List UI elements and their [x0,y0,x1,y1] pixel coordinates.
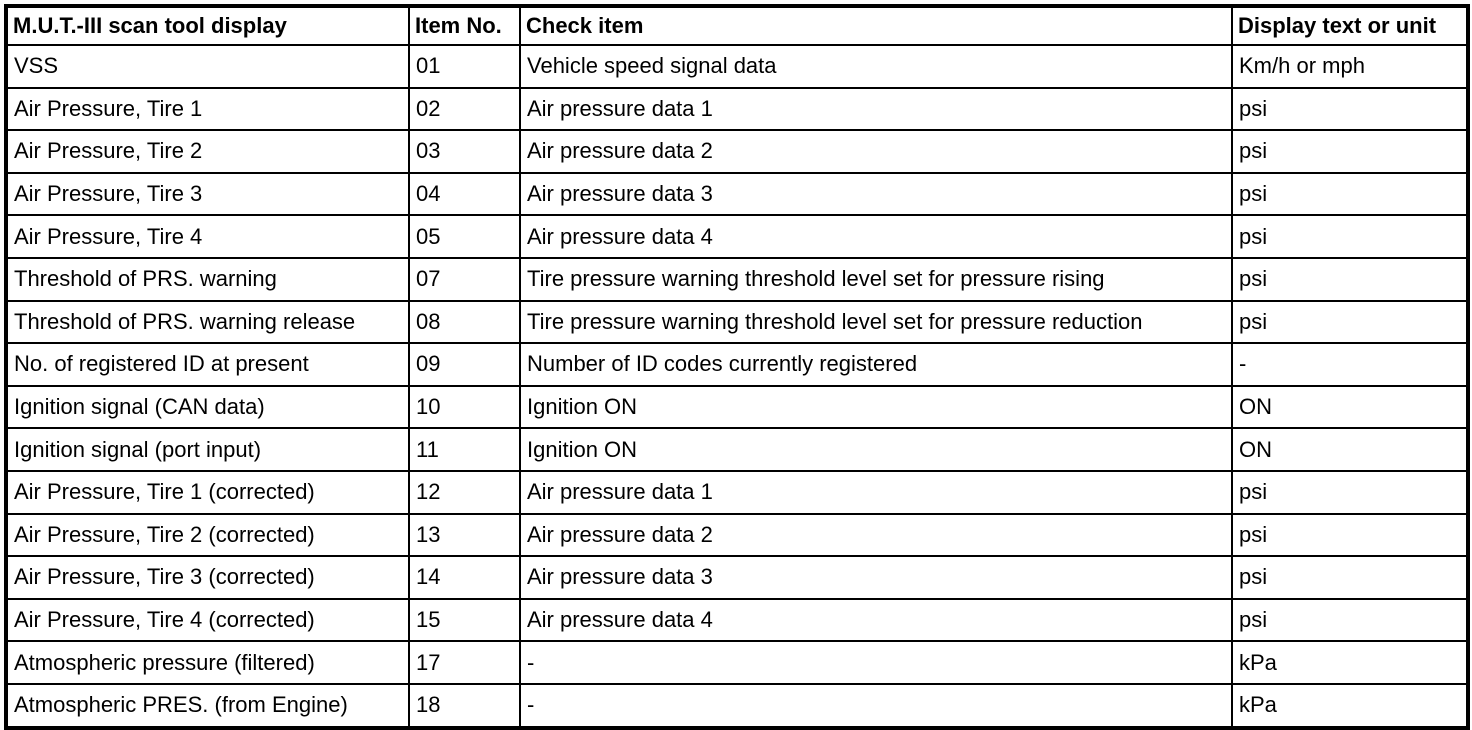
cell-scan-tool-display: VSS [6,45,409,88]
cell-check-item: Air pressure data 2 [520,130,1232,173]
table-row [6,88,1468,131]
cell-check-item: - [520,641,1232,684]
cell-check-item: Number of ID codes currently registered [520,343,1232,386]
cell-check-item: Air pressure data 1 [520,88,1232,131]
cell-check-item: Ignition ON [520,428,1232,471]
cell-scan-tool-display: Air Pressure, Tire 2 [6,130,409,173]
header-row [6,6,1468,45]
cell-scan-tool-display: Air Pressure, Tire 2 (corrected) [6,514,409,557]
table-row [6,471,1468,514]
cell-check-item: - [520,684,1232,728]
cell-scan-tool-display: Air Pressure, Tire 4 [6,215,409,258]
table-row [6,386,1468,429]
cell-display-unit: - [1232,343,1468,386]
cell-scan-tool-display: Air Pressure, Tire 3 (corrected) [6,556,409,599]
cell-display-unit: psi [1232,173,1468,216]
header-check-item: Check item [520,6,1232,45]
table-row [6,215,1468,258]
cell-item-no: 12 [409,471,520,514]
table-row [6,130,1468,173]
table-row [6,343,1468,386]
cell-display-unit: psi [1232,88,1468,131]
cell-item-no: 04 [409,173,520,216]
table-row [6,556,1468,599]
cell-scan-tool-display: Atmospheric PRES. (from Engine) [6,684,409,728]
cell-check-item: Air pressure data 3 [520,556,1232,599]
cell-item-no: 13 [409,514,520,557]
cell-display-unit: kPa [1232,684,1468,728]
cell-display-unit: kPa [1232,641,1468,684]
cell-display-unit: psi [1232,556,1468,599]
cell-item-no: 14 [409,556,520,599]
data-list-table-container [4,4,1466,730]
cell-item-no: 15 [409,599,520,642]
cell-scan-tool-display: Air Pressure, Tire 3 [6,173,409,216]
data-list-table [4,4,1470,730]
header-scan-tool-display: M.U.T.-III scan tool display [6,6,409,45]
cell-check-item: Tire pressure warning threshold level set for pressure rising [520,258,1232,301]
cell-scan-tool-display: Air Pressure, Tire 1 (corrected) [6,471,409,514]
table-row [6,301,1468,344]
cell-display-unit: ON [1232,428,1468,471]
header-item-no: Item No. [409,6,520,45]
cell-display-unit: psi [1232,301,1468,344]
cell-scan-tool-display: Ignition signal (CAN data) [6,386,409,429]
cell-scan-tool-display: Threshold of PRS. warning release [6,301,409,344]
cell-item-no: 18 [409,684,520,728]
cell-display-unit: Km/h or mph [1232,45,1468,88]
cell-display-unit: psi [1232,514,1468,557]
cell-item-no: 09 [409,343,520,386]
cell-item-no: 03 [409,130,520,173]
cell-scan-tool-display: Threshold of PRS. warning [6,258,409,301]
cell-item-no: 10 [409,386,520,429]
cell-check-item: Vehicle speed signal data [520,45,1232,88]
cell-scan-tool-display: Air Pressure, Tire 1 [6,88,409,131]
cell-item-no: 17 [409,641,520,684]
cell-item-no: 05 [409,215,520,258]
cell-scan-tool-display: Atmospheric pressure (filtered) [6,641,409,684]
cell-check-item: Air pressure data 4 [520,215,1232,258]
header-display-unit: Display text or unit [1232,6,1468,45]
table-row [6,599,1468,642]
cell-scan-tool-display: No. of registered ID at present [6,343,409,386]
cell-display-unit: psi [1232,599,1468,642]
cell-check-item: Air pressure data 1 [520,471,1232,514]
table-row [6,641,1468,684]
cell-display-unit: psi [1232,215,1468,258]
table-row [6,428,1468,471]
cell-scan-tool-display: Air Pressure, Tire 4 (corrected) [6,599,409,642]
table-body [6,45,1468,728]
cell-display-unit: psi [1232,130,1468,173]
cell-item-no: 02 [409,88,520,131]
cell-check-item: Air pressure data 4 [520,599,1232,642]
cell-check-item: Air pressure data 3 [520,173,1232,216]
table-row [6,514,1468,557]
table-row [6,45,1468,88]
cell-item-no: 11 [409,428,520,471]
cell-item-no: 01 [409,45,520,88]
cell-display-unit: ON [1232,386,1468,429]
table-row [6,258,1468,301]
cell-check-item: Tire pressure warning threshold level set for pressure reduction [520,301,1232,344]
table-row [6,684,1468,728]
cell-scan-tool-display: Ignition signal (port input) [6,428,409,471]
cell-item-no: 08 [409,301,520,344]
cell-display-unit: psi [1232,258,1468,301]
cell-display-unit: psi [1232,471,1468,514]
table-row [6,173,1468,216]
cell-check-item: Air pressure data 2 [520,514,1232,557]
cell-check-item: Ignition ON [520,386,1232,429]
cell-item-no: 07 [409,258,520,301]
